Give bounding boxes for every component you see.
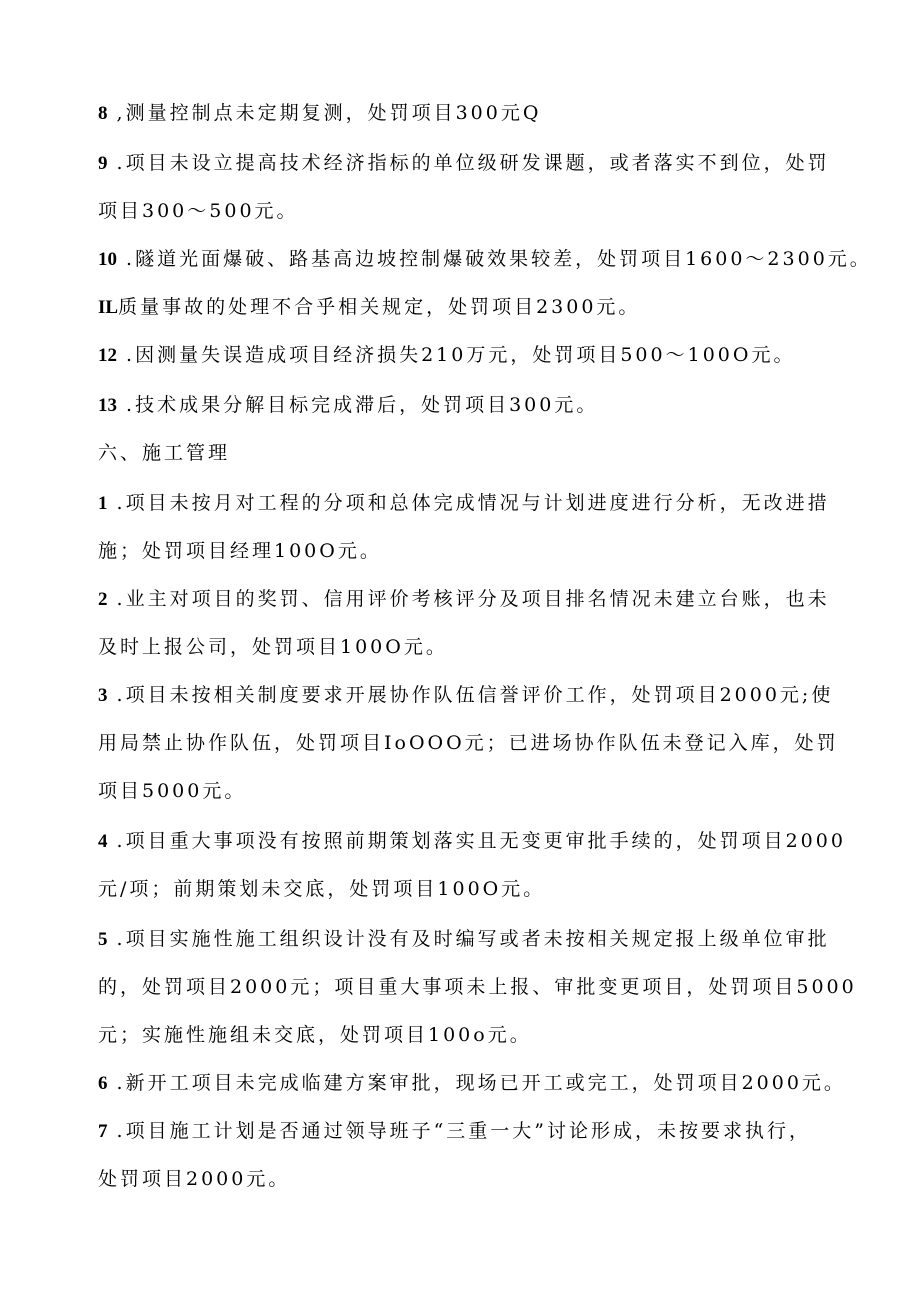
line-text: .项目未按相关制度要求开展协作队伍信誉评价工作，处罚项目2000元;使: [107, 684, 834, 706]
item-number: IL: [98, 297, 119, 318]
text-line: [98, 877, 545, 902]
line-text: .项目实施性施工组织设计没有及时编写或者未按相关规定报上级单位审批: [107, 928, 830, 950]
section-heading: [98, 441, 230, 466]
line-text: 及时上报公司，处罚项目100O元。: [98, 636, 448, 658]
item-number: 2: [98, 589, 108, 610]
item-number: 10: [98, 249, 117, 270]
text-line: [98, 199, 299, 224]
line-text: 处罚项目2000元。: [98, 1168, 291, 1190]
text-line: [98, 1167, 290, 1192]
line-text: .项目施工计划是否通过领导班子“三重一大”讨论形成，未按要求执行，: [107, 1120, 812, 1142]
text-line: [98, 635, 448, 660]
line-text: .隧道光面爆破、路基高边坡控制爆破效果较差，处罚项目1600～2300元。: [117, 248, 872, 270]
item-number: 7: [98, 1121, 108, 1142]
line-text: .项目未按月对工程的分项和总体完成情况与计划进度进行分析，无改进措: [107, 492, 830, 514]
text-line: [98, 343, 795, 368]
line-text: 六、施工管理: [98, 442, 231, 464]
line-text: 的，处罚项目2000元；项目重大事项未上报、审批变更项目，处罚项目5000: [98, 976, 857, 998]
text-line: [98, 1023, 532, 1048]
line-text: ,测量控制点未定期复测，处罚项目300元Q: [107, 102, 542, 124]
text-line: [98, 587, 830, 612]
item-number: 3: [98, 685, 108, 706]
line-text: 施；处罚项目经理100O元。: [98, 540, 382, 562]
text-line: [98, 393, 598, 418]
item-number: 9: [98, 153, 108, 174]
text-line: [98, 247, 872, 272]
text-line: [98, 539, 382, 564]
text-line: [98, 491, 830, 516]
item-number: 6: [98, 1073, 108, 1094]
text-line: [98, 1071, 846, 1096]
line-text: 元/项；前期策划未交底，处罚项目100O元。: [98, 878, 546, 900]
line-text: .项目未设立提高技术经济指标的单位级研发课题，或者落实不到位，处罚: [107, 152, 830, 174]
line-text: .业主对项目的奖罚、信用评价考核评分及项目排名情况未建立台账，也未: [107, 588, 830, 610]
line-text: .新开工项目未完成临建方案审批，现场已开工或完工，处罚项目2000元。: [107, 1072, 846, 1094]
line-text: .技术成果分解目标完成滞后，处罚项目300元。: [117, 394, 599, 416]
text-line: [98, 779, 246, 804]
line-text: 元；实施性施组未交底，处罚项目100o元。: [98, 1024, 532, 1046]
text-line: [98, 975, 857, 1000]
item-number: 13: [98, 395, 117, 416]
text-line: [98, 927, 830, 952]
line-text: 用局禁止协作队伍，处罚项目IoOOO元；已进场协作队伍未登记入库，处罚: [98, 732, 839, 754]
line-text: .因测量失误造成项目经济损失210万元，处罚项目500～100O元。: [117, 344, 796, 366]
text-line: [98, 1119, 811, 1144]
item-number: 8: [98, 103, 108, 124]
line-text: 质量事故的处理不合乎相关规定，处罚项目2300元。: [118, 296, 641, 318]
text-line: [98, 731, 839, 756]
item-number: 12: [98, 345, 117, 366]
text-line: [98, 295, 640, 320]
line-text: 项目300～500元。: [98, 200, 299, 222]
item-number: 4: [98, 831, 108, 852]
text-line: [98, 683, 833, 708]
text-line: [98, 151, 830, 176]
text-line: [98, 101, 541, 126]
item-number: 1: [98, 493, 108, 514]
text-line: [98, 829, 846, 854]
line-text: 项目5000元。: [98, 780, 247, 802]
line-text: .项目重大事项没有按照前期策划落实且无变更审批手续的，处罚项目2000: [107, 830, 846, 852]
item-number: 5: [98, 929, 108, 950]
